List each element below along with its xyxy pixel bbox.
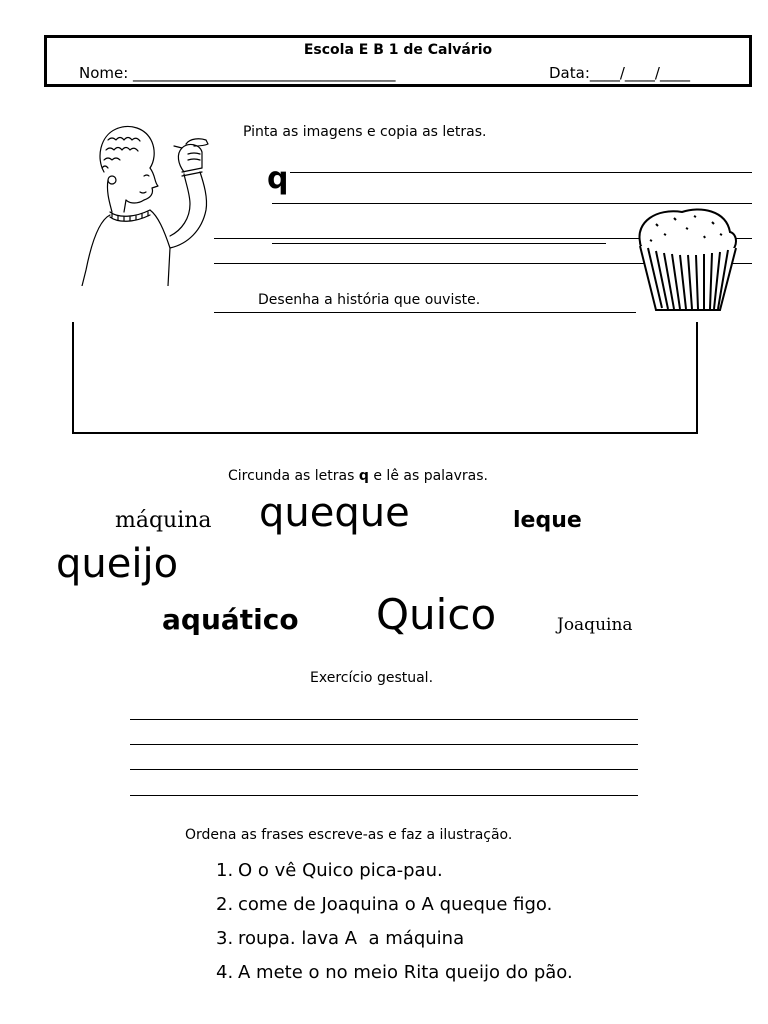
list-item bbox=[216, 858, 573, 892]
list-item-number: 4. bbox=[216, 962, 234, 983]
drawing-area[interactable] bbox=[72, 322, 698, 434]
list-item-text: come de Joaquina o A queque figo. bbox=[238, 894, 553, 915]
instruction-draw: Desenha a história que ouviste. bbox=[258, 292, 481, 308]
list-item-text: A mete o no meio Rita queijo do pão. bbox=[238, 962, 573, 983]
list-item bbox=[216, 926, 573, 960]
writing-line[interactable] bbox=[130, 719, 638, 720]
word-quico[interactable]: Quico bbox=[376, 590, 497, 639]
instruction-paint: Pinta as imagens e copia as letras. bbox=[243, 124, 487, 140]
writing-line[interactable] bbox=[130, 795, 638, 796]
list-item-number: 1. bbox=[216, 860, 234, 881]
instruction-circle-after: e lê as palavras. bbox=[373, 468, 488, 484]
word-leque[interactable]: leque bbox=[513, 508, 582, 533]
word-joaquina[interactable]: Joaquina bbox=[557, 615, 633, 635]
letter-q: q bbox=[267, 161, 289, 196]
date-field[interactable]: Data:____/____/____ bbox=[549, 64, 690, 82]
word-queque[interactable]: queque bbox=[259, 490, 410, 536]
list-item-number: 3. bbox=[216, 928, 234, 949]
cupcake-icon bbox=[634, 204, 740, 314]
word-queijo[interactable]: queijo bbox=[56, 541, 179, 587]
writing-line[interactable] bbox=[290, 172, 752, 173]
list-item-number: 2. bbox=[216, 894, 234, 915]
word-aquatico[interactable]: aquático bbox=[162, 603, 299, 636]
name-field[interactable]: Nome: ___________________________________ bbox=[79, 64, 396, 82]
word-maquina[interactable]: máquina bbox=[115, 508, 212, 533]
drawing-top-line bbox=[214, 312, 636, 313]
instruction-circle-letter: q bbox=[358, 468, 369, 484]
header-box bbox=[44, 35, 752, 87]
list-item bbox=[216, 960, 573, 994]
instruction-order: Ordena as frases escreve-as e faz a ilustração. bbox=[185, 827, 513, 843]
writing-line[interactable] bbox=[130, 744, 638, 745]
list-item-text: roupa. lava A a máquina bbox=[238, 928, 465, 949]
school-name: Escola E B 1 de Calvário bbox=[303, 42, 493, 58]
instruction-circle-before: Circunda as letras bbox=[228, 468, 355, 484]
boy-pointing-icon bbox=[78, 120, 214, 286]
instruction-gesture: Exercício gestual. bbox=[310, 670, 434, 686]
writing-line[interactable] bbox=[272, 243, 606, 244]
list-item-text: O o vê Quico pica-pau. bbox=[238, 860, 443, 881]
sentence-list bbox=[216, 858, 573, 994]
writing-line[interactable] bbox=[130, 769, 638, 770]
instruction-circle bbox=[228, 468, 488, 484]
list-item bbox=[216, 892, 573, 926]
